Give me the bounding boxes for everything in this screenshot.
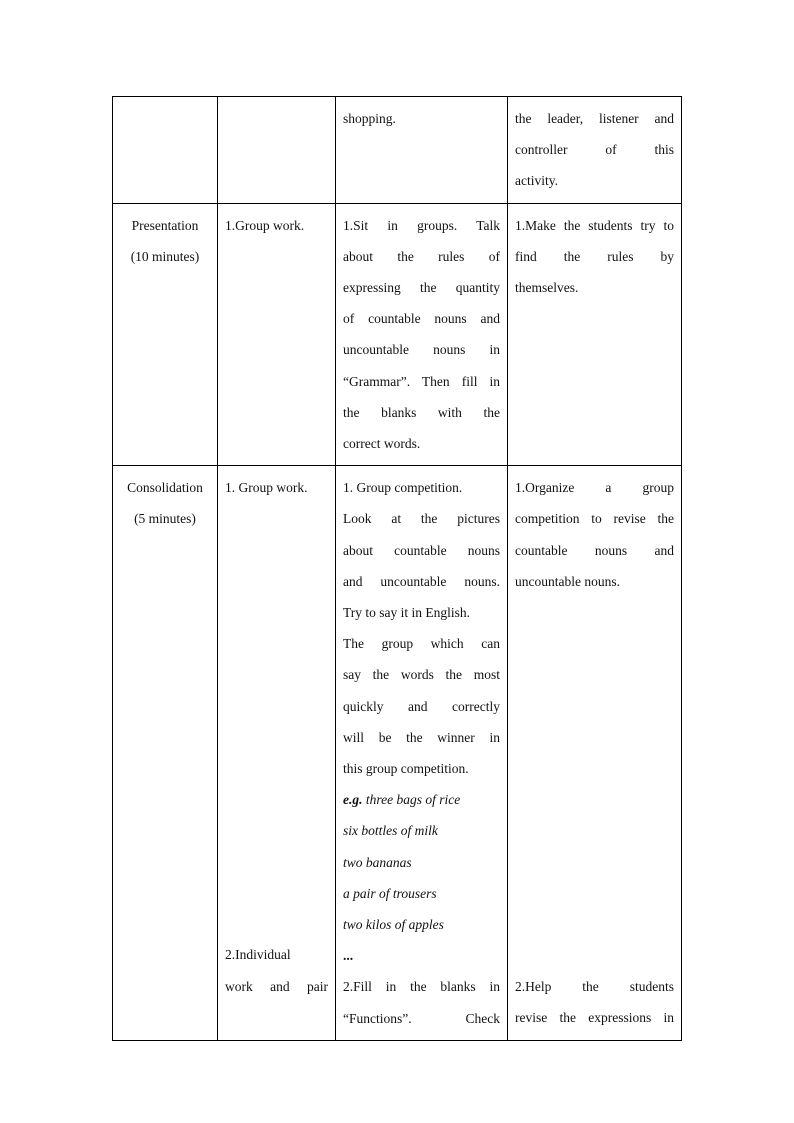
student-line: correct words. (343, 436, 421, 452)
example-prefix: e.g. (343, 792, 363, 808)
example-line: six bottles of milk (343, 823, 438, 839)
teacher-line: controller of this (515, 142, 674, 158)
student-line: 1.Sit in groups. Talk (343, 217, 500, 233)
student-line: and uncountable nouns. (343, 573, 500, 589)
student-line: about the rules of (343, 248, 500, 264)
stage-duration: (10 minutes) (130, 248, 200, 264)
example-text: three bags of rice (362, 792, 461, 808)
student-line: say the words the most (343, 667, 500, 683)
stage-cell (113, 203, 218, 466)
table-row (113, 466, 682, 1041)
student-line: The group which can (343, 636, 500, 652)
teacher-line: find the rules by (515, 248, 674, 264)
stage-duration: (5 minutes) (134, 511, 196, 527)
activity-cell (218, 466, 336, 1041)
stage-name: Consolidation (127, 480, 203, 496)
example-ellipsis: ... (343, 948, 354, 964)
student-line: about countable nouns (343, 542, 500, 558)
table-row (113, 97, 682, 204)
activity-line: 1.Group work. (225, 217, 305, 233)
teacher-line: 1.Organize a group (515, 480, 674, 496)
student-activity-cell (336, 466, 508, 1041)
teacher-line: 2.Help the students (515, 979, 674, 995)
student-line: “Grammar”. Then fill in (343, 373, 500, 389)
activity-line: 1. Group work. (225, 480, 308, 496)
example-line: two kilos of apples (343, 917, 444, 933)
stage-cell (113, 466, 218, 1041)
teacher-line: themselves. (515, 280, 579, 296)
teacher-line: revise the expressions in (515, 1010, 674, 1026)
teacher-line: competition to revise the (515, 511, 674, 527)
spacer (515, 597, 674, 971)
lesson-plan-table (112, 96, 682, 1041)
student-line: Try to say it in English. (343, 605, 471, 621)
teacher-line: uncountable nouns. (515, 573, 620, 589)
stage-cell (113, 97, 218, 204)
student-line: shopping. (343, 111, 396, 126)
teacher-line: the leader, listener and (515, 111, 674, 126)
student-activity-cell (336, 97, 508, 204)
activity-line: work and pair (225, 978, 328, 994)
student-line: will be the winner in (343, 729, 500, 745)
student-line: 1. Group competition. (343, 480, 463, 496)
student-line: of countable nouns and (343, 311, 500, 327)
stage-name: Presentation (131, 217, 199, 233)
student-activity-cell (336, 203, 508, 466)
student-line: “Functions”. Check (343, 1010, 500, 1026)
student-line: the blanks with the (343, 404, 500, 420)
example-line: a pair of trousers (343, 885, 437, 901)
example-line: two bananas (343, 854, 412, 870)
student-line: Look at the pictures (343, 511, 500, 527)
student-line: 2.Fill in the blanks in (343, 979, 500, 995)
teacher-activity-cell (508, 97, 682, 204)
activity-line: 2.Individual (225, 947, 291, 963)
student-line: expressing the quantity (343, 280, 500, 296)
spacer (225, 503, 328, 939)
teacher-line: 1.Make the students try to (515, 217, 674, 233)
table-row (113, 203, 682, 466)
teacher-activity-cell (508, 203, 682, 466)
student-line: quickly and correctly (343, 698, 500, 714)
activity-cell (218, 203, 336, 466)
activity-cell (218, 97, 336, 204)
student-line: uncountable nouns in (343, 342, 500, 358)
student-line: this group competition. (343, 761, 469, 777)
teacher-line: countable nouns and (515, 542, 674, 558)
teacher-activity-cell (508, 466, 682, 1041)
example-line (343, 784, 500, 815)
teacher-line: activity. (515, 173, 558, 189)
